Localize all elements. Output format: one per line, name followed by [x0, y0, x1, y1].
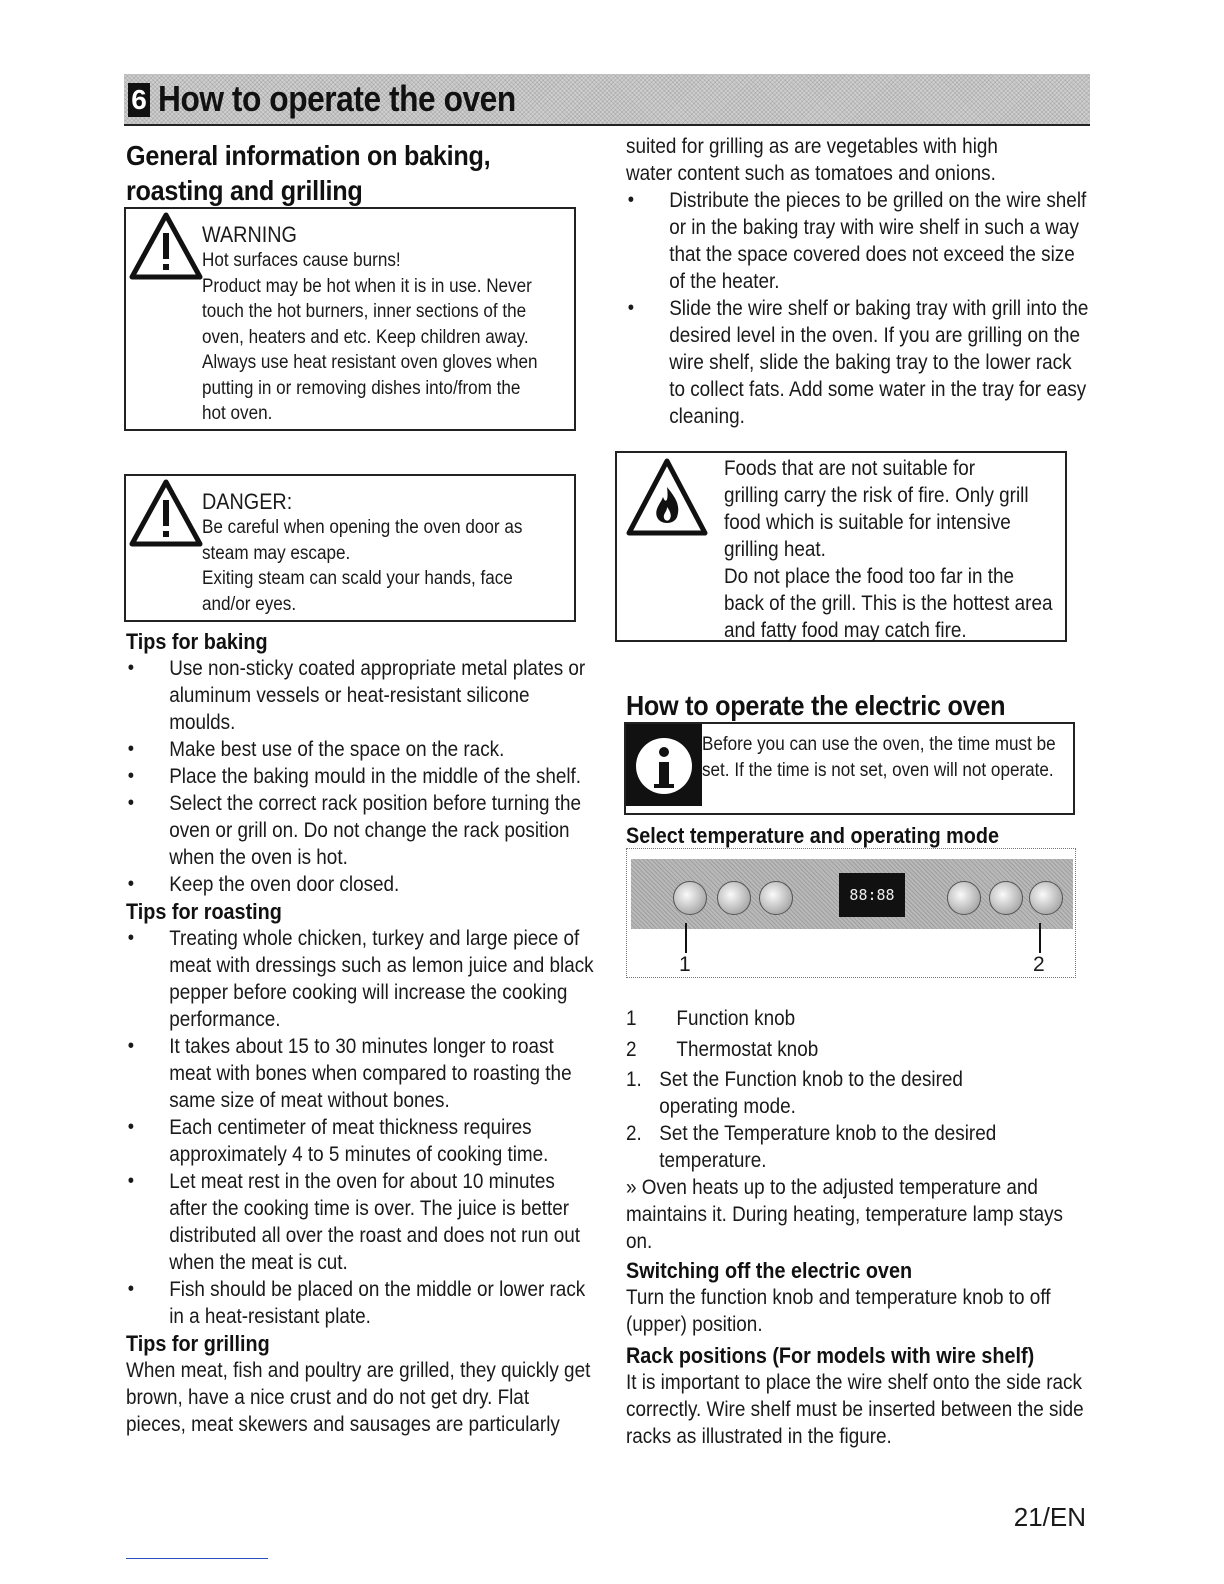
- danger-text: Exiting steam can scald your hands, face and/or eyes.: [202, 568, 513, 615]
- function-knob: [673, 881, 707, 915]
- grilling-continued: [626, 133, 1090, 430]
- knob: [989, 881, 1023, 915]
- warning-triangle-icon: [128, 211, 204, 281]
- list-item: • Each centimeter of meat thickness requires approximately 4 to 5 minutes of cooking time.: [126, 1114, 594, 1168]
- baking-list: [126, 655, 594, 898]
- control-panel-strip: [631, 859, 1073, 929]
- panel-legend: [626, 1005, 1084, 1450]
- info-text: Before you can use the oven, the time must be set. If the time is not set, oven will not operate.: [702, 734, 1056, 781]
- callout-2: 2: [1033, 953, 1045, 976]
- list-item: • Make best use of the space on the rack.: [126, 736, 594, 763]
- danger-box: [124, 474, 576, 622]
- pointer-line: [685, 923, 687, 953]
- fire-text-1: Foods that are not suitable for grilling carry the risk of fire. Only grill food which is suitable for intensive grilling heat.: [724, 457, 1029, 561]
- list-item: • Let meat rest in the oven for about 10 minutes after the cooking time is over. The juice is better distributed all over the roast and does not run out when the meat is cut.: [126, 1168, 594, 1276]
- danger-line1: Be careful when opening the oven door as steam may escape.: [202, 517, 523, 564]
- roasting-title: Tips for roasting: [126, 899, 282, 924]
- list-item: • Select the correct rack position before turning the oven or grill on. Do not change the rack position when the oven is hot.: [126, 790, 594, 871]
- switch-off-title: Switching off the electric oven: [626, 1258, 913, 1283]
- fire-warning-box: [615, 451, 1067, 642]
- list-item: • Treating whole chicken, turkey and large piece of meat with dressings such as lemon juice and black pepper before cooking will increase the cooking performance.: [126, 925, 594, 1033]
- grilling-title: Tips for grilling: [126, 1331, 270, 1356]
- warning-label: WARNING: [202, 222, 297, 247]
- select-heading: Select temperature and operating mode: [626, 823, 999, 848]
- grilling-cont-text: suited for grilling as are vegetables with high water content such as tomatoes and onions.: [626, 135, 998, 185]
- list-item: • It takes about 15 to 30 minutes longer to roast meat with bones when compared to roasting the same size of meat without bones.: [126, 1033, 594, 1114]
- warning-triangle-icon: [128, 478, 204, 548]
- control-panel-figure: [626, 848, 1076, 978]
- fire-hazard-icon: [625, 457, 709, 537]
- timer-display: 88:88: [839, 873, 905, 917]
- page-number: 21/EN: [1013, 1502, 1086, 1532]
- list-item: • Slide the wire shelf or baking tray with grill into the desired level in the oven. If you are grilling on the wire shelf, slide the baking tray to the lower rack to collect fats. Add some water in the tray for easy cleaning.: [626, 295, 1090, 430]
- step-row: 1. Set the Function knob to the desired operating mode.: [626, 1068, 963, 1118]
- electric-heading: How to operate the electric oven: [626, 690, 1006, 721]
- legend-row: 2 Thermostat knob: [626, 1038, 819, 1061]
- list-item: • Place the baking mould in the middle of the shelf.: [126, 763, 594, 790]
- roasting-list: [126, 925, 594, 1330]
- section-number: 6: [128, 83, 150, 117]
- warning-line1: Hot surfaces cause burns!: [202, 250, 401, 271]
- knob: [947, 881, 981, 915]
- info-icon: [626, 724, 702, 806]
- general-heading: General information on baking, roasting and grilling: [126, 140, 491, 206]
- grill-list: [626, 187, 1090, 430]
- list-item: • Use non-sticky coated appropriate metal plates or aluminum vessels or heat-resistant silicone moulds.: [126, 655, 594, 736]
- knob: [759, 881, 793, 915]
- pointer-line: [1039, 923, 1041, 953]
- page-title: How to operate the oven: [158, 78, 516, 119]
- rack-title: Rack positions (For models with wire shelf): [626, 1343, 1035, 1368]
- info-box: [624, 722, 1075, 815]
- warning-box: [124, 207, 576, 431]
- callout-1: 1: [679, 953, 691, 976]
- list-item: • Keep the oven door closed.: [126, 871, 594, 898]
- baking-title: Tips for baking: [126, 629, 268, 654]
- warning-text: Product may be hot when it is in use. Never touch the hot burners, inner sections of the oven, heaters and etc. Keep children away. Always use heat resistant oven gloves when putting in or removing dishes into/from the hot oven.: [202, 275, 538, 424]
- divider: [126, 1558, 268, 1559]
- grilling-text: When meat, fish and poultry are grilled, they quickly get brown, have a nice crust and do not get dry. Flat pieces, meat skewers and sausages are particularly: [126, 1359, 591, 1436]
- list-item: • Fish should be placed on the middle or lower rack in a heat-resistant plate.: [126, 1276, 594, 1330]
- list-item: • Distribute the pieces to be grilled on the wire shelf or in the baking tray with wire shelf in such a way that the space covered does not exceed the size of the heater.: [626, 187, 1090, 295]
- switch-off-text: Turn the function knob and temperature knob to off (upper) position.: [626, 1286, 1051, 1336]
- legend-row: 1 Function knob: [626, 1007, 796, 1030]
- section-banner: [124, 74, 1090, 126]
- danger-label: DANGER:: [202, 489, 293, 514]
- fire-text-2: Do not place the food too far in the back of the grill. This is the hottest area and fatty food may catch fire.: [724, 565, 1053, 642]
- step-row: 2. Set the Temperature knob to the desired temperature.: [626, 1122, 997, 1172]
- tips-section: [126, 628, 594, 1438]
- thermostat-knob: [1029, 881, 1063, 915]
- result-text: » Oven heats up to the adjusted temperature and maintains it. During heating, temperature lamp stays on.: [626, 1176, 1064, 1253]
- knob: [717, 881, 751, 915]
- rack-text: It is important to place the wire shelf onto the side rack correctly. Wire shelf must be inserted between the side racks as illustrated in the figure.: [626, 1371, 1084, 1448]
